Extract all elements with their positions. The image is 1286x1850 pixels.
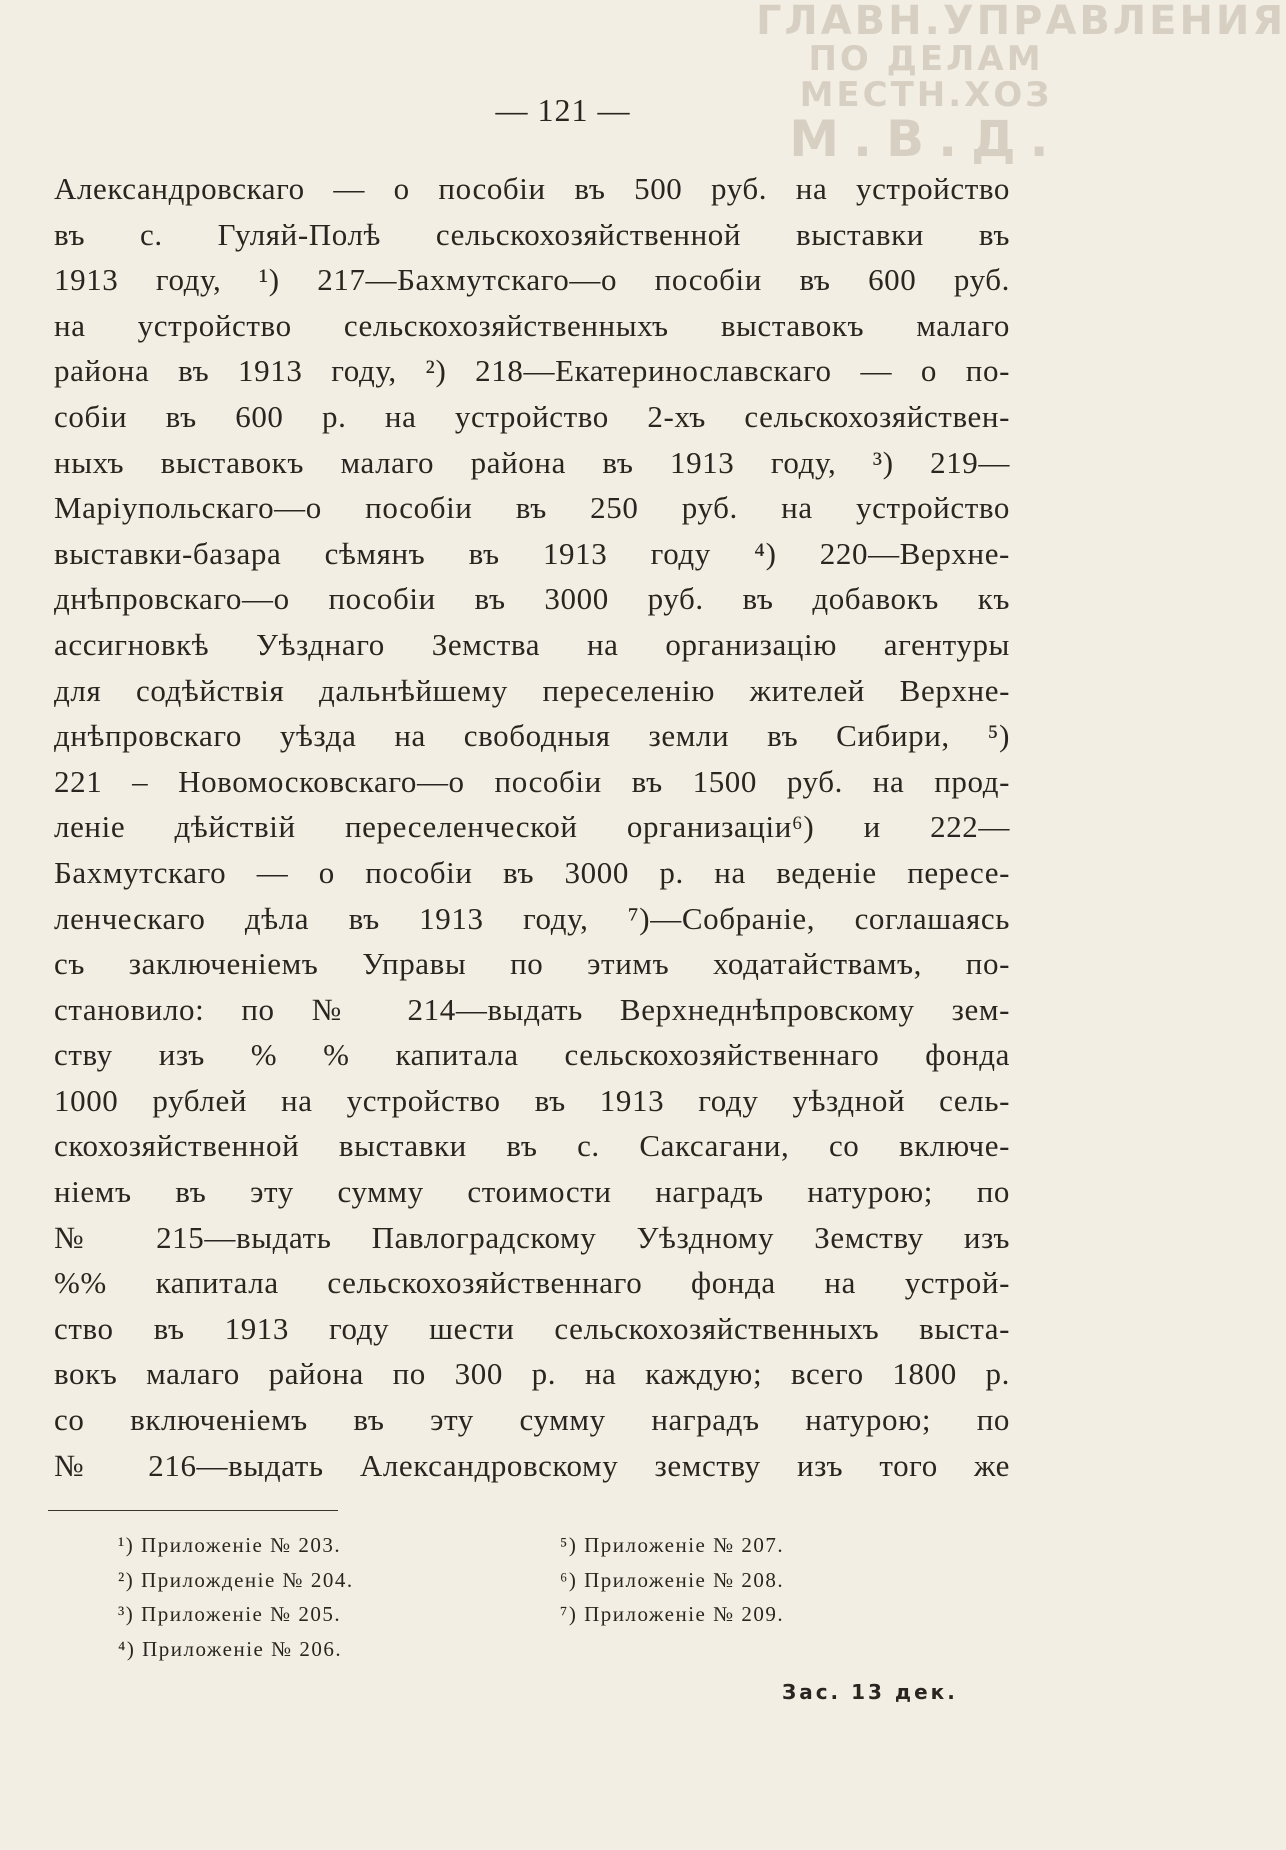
body-line: на устройство сельскохозяйственныхъ выставокъ малаго [54,307,1010,343]
body-line: вокъ малаго района по 300 р. на каждую; всего 1800 р. [54,1356,1010,1392]
watermark-line-1: ГЛАВН.УПРАВЛЕНИЯ [756,0,1286,44]
body-line: района въ 1913 году, ²) 218—Екатеринославскаго — о по- [54,353,1010,389]
body-line: въ с. Гуляй-Полѣ сельскохозяйственной выставки въ [54,216,1010,252]
footnote: ⁵) Приложеніе № 207. [560,1533,785,1557]
body-line: днѣпровскаго уѣзда на свободныя земли въ Сибири, ⁵) [54,718,1010,754]
watermark-line-3: М.В.Д. [789,110,1063,169]
watermark-line-2: ПО ДЕЛАМ МЕСТН.ХОЗ [799,39,1053,115]
body-line: скохозяйственной выставки въ с. Саксагани, со включе- [54,1128,1010,1164]
body-text [54,166,1010,1488]
footnote: ³) Приложеніе № 205. [118,1602,342,1626]
body-line: ассигновкѣ Уѣзднаго Земства на организацію агентуры [54,626,1010,662]
footnote: ⁷) Приложеніе № 209. [560,1602,785,1626]
footnote: ⁶) Приложеніе № 208. [560,1567,785,1592]
body-line: днѣпровскаго—о пособіи въ 3000 руб. въ добавокъ къ [54,581,1010,617]
body-line: становило: по № 214—выдать Верхнеднѣпровскому зем- [54,991,1010,1027]
body-line: съ заключеніемъ Управы по этимъ ходатайствамъ, по- [54,946,1010,982]
body-line: ныхъ выставокъ малаго района въ 1913 году, ³) 219— [54,444,1010,480]
body-line: 1000 рублей на устройство въ 1913 году уѣздной сель- [54,1082,1010,1118]
footnote-divider [48,1510,338,1511]
body-line: ство въ 1913 году шести сельскохозяйственныхъ выста- [54,1310,1010,1346]
body-line: собіи въ 600 р. на устройство 2-хъ сельскохозяйствен- [54,398,1010,434]
body-line: ству изъ % % капитала сельскохозяйственнаго фонда [54,1037,1010,1073]
library-stamp-watermark [756,0,1286,169]
body-line: Маріупольскаго—о пособіи въ 250 руб. на устройство [54,490,1010,526]
body-line: 1913 году, ¹) 217—Бахмутскаго—о пособіи въ 600 руб. [54,262,1010,298]
body-line: выставки-базара сѣмянъ въ 1913 году ⁴) 220—Верхне- [54,535,1010,571]
body-line: ленческаго дѣла въ 1913 году, ⁷)—Собраніе, соглашаясь [54,900,1010,936]
body-line: 221 – Новомосковскаго—о пособіи въ 1500 руб. на прод- [54,763,1010,799]
body-line: Александровскаго — о пособіи въ 500 руб. на устройство [54,171,1010,206]
footnotes-right-column [560,1528,784,1632]
body-line: Бахмутскаго — о пособіи въ 3000 р. на веденіе пересе- [54,854,1010,890]
body-line: № 216—выдать Александровскому земству изъ того же [54,1447,1010,1483]
body-line: № 215—выдать Павлоградскому Уѣздному Земству изъ [54,1219,1010,1255]
footnote: ⁴) Приложеніе № 206. [118,1636,343,1661]
body-line: ніемъ въ эту сумму стоимости наградъ натурою; по [54,1174,1010,1210]
footnote: ²) Приложденіе № 204. [118,1567,354,1592]
body-line: %% капитала сельскохозяйственнаго фонда на устрой- [54,1265,1010,1301]
body-line: леніе дѣйствій переселенческой организаціи⁶) и 222— [54,809,1010,845]
signature-mark: Зас. 13 дек. [782,1680,958,1704]
body-line: для содѣйствія дальнѣйшему переселенію жителей Верхне- [54,672,1010,708]
footnotes-left-column [118,1528,354,1666]
page-number: — 121 — [495,92,631,128]
footnote: ¹) Приложеніе № 203. [118,1533,342,1557]
body-line: со включеніемъ въ эту сумму наградъ натурою; по [54,1402,1010,1438]
